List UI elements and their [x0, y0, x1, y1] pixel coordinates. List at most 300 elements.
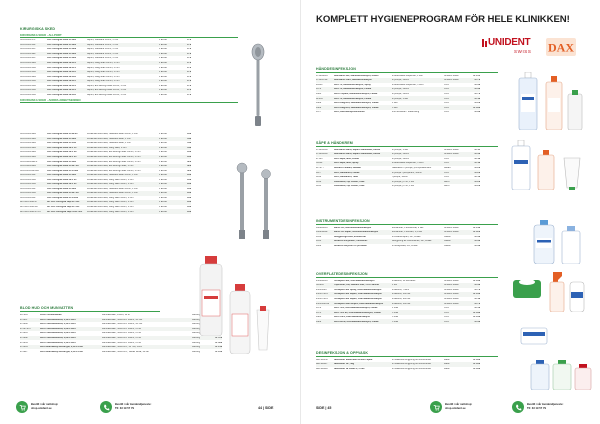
cell-description: Lindemannfrerrfrees, Ext.skurvigt skaft 33mm, 1 mm — [87, 156, 141, 158]
cell-unit: OCC — [444, 171, 450, 174]
cell-article-number: CKLC4C1010SSA — [20, 169, 39, 172]
cell-product-name: DAX 76, Handdesinfeksjon, Spray — [334, 83, 371, 86]
cell-unit: Kartong — [192, 327, 201, 330]
cell-description: til pumpe, pr 50, 1 stk — [392, 185, 414, 188]
cell-article-number: 0477 — [316, 111, 322, 114]
cell-product-name: DAX Mouthwasy Dental gel, 0,12% CHX — [40, 350, 83, 353]
cell-product-name: DAX, Handkrem, Fluide — [334, 171, 360, 174]
cell-unit: OCC — [444, 320, 450, 323]
cell-product-name: DAX 70% us, Overflatedesinfeksjon, Fluide — [334, 311, 381, 314]
cell-product-name: Neodisher SL, 5kg — [334, 363, 355, 366]
cell-article-number: 276941 — [20, 332, 28, 335]
cell-product-name: Desmanol Care, Handdesinfeksjon — [334, 79, 372, 82]
cell-product-name: CKL Kirurgisk sked ALL28 — [47, 75, 76, 78]
cell-article-number: 179664792 — [316, 79, 328, 82]
cell-price: 189 — [187, 187, 191, 190]
cell-unit: 1 Enhet — [159, 210, 167, 213]
surgical-bur-image — [254, 168, 278, 240]
cell-description: konsentrat, 3 stunder, 1,5 liter — [392, 231, 423, 234]
cell-article-number: CKLC1001SSA — [20, 93, 36, 96]
cell-product-name: CKL Kirurgisk sked FPB24 — [47, 174, 77, 177]
cell-unit: OCC — [444, 162, 450, 165]
cell-article-number: CKLC1001SSA — [20, 80, 36, 83]
enzymatic-cleaner-bottle-image — [560, 226, 582, 264]
cell-price: kr 49 — [474, 297, 480, 300]
cell-unit: 1 Enhet — [159, 57, 167, 60]
table-row — [20, 93, 191, 98]
cell-unit: Unident Swiss — [444, 153, 459, 156]
product-table — [316, 358, 480, 372]
table-row — [20, 349, 222, 354]
cell-description: til alkohol, 12 servietter — [392, 279, 416, 282]
cell-product-name: CKL Kirurgisk sked FPB24 — [47, 39, 77, 42]
unident-logo: UNIDENT SWISS — [482, 36, 540, 58]
cell-price: 449 — [187, 142, 191, 145]
cell-article-number: CKLC1001SSA — [20, 66, 36, 69]
cell-unit: Unident Swiss — [444, 302, 459, 305]
cell-price: kr 44 — [474, 148, 480, 151]
cell-article-number: CKLC1001SRA — [20, 75, 36, 78]
cell-unit: Cattier — [444, 240, 451, 243]
cell-article-number: 0409 — [316, 102, 322, 105]
cell-product-name: DAX Propafit, Handdesinfeksjon, Fluide — [334, 92, 378, 95]
cell-description: til ultralydbad, Fin, Fluide — [392, 244, 418, 247]
wipes-canister-image — [568, 280, 586, 312]
cell-article-number: 166856602 — [316, 231, 328, 234]
page-number: SIDE | 45 — [316, 406, 332, 410]
cell-unit: 1 Enhet — [159, 146, 167, 149]
cell-price: kr 69 — [474, 235, 480, 238]
cell-article-number: RRPR2628 — [316, 367, 328, 370]
footer-link[interactable]: shop.unident.se — [31, 407, 52, 410]
cell-unit: 1 Enhet — [159, 75, 167, 78]
cell-description: Munhalsvillen, 500+CPC 500ml, 6 x1lt — [102, 332, 141, 335]
section-title: HÅNDDESINFEKSJON — [316, 67, 356, 71]
cell-description: Munhalsvillen, 250ml, 12 st — [102, 314, 130, 317]
cell-unit: 1 Enhet — [159, 93, 167, 96]
dax-logo — [546, 38, 576, 56]
cell-product-name: DAX, Desinfeksjonservietter — [334, 111, 365, 114]
table-row — [20, 209, 191, 214]
cell-unit: 1 Enhet — [159, 137, 167, 140]
cell-description: til alkohol, 100 stk — [392, 302, 411, 305]
cart-icon — [430, 401, 442, 413]
cell-price: kr 199 — [473, 311, 480, 314]
cell-article-number: 1053 — [316, 240, 322, 243]
hand-disinfection-bottle-image — [516, 72, 540, 130]
cell-description: til pumpe, pr 50, 1 stk — [392, 180, 414, 183]
cell-article-number: CKLC1001SRA — [20, 133, 36, 136]
cell-description: Allport, Ext.skurvigt skaft 33mm, 1 mm — [87, 89, 127, 92]
cell-description: 5 Liter — [392, 316, 399, 319]
cell-unit: 1 Enhet — [159, 52, 167, 55]
cell-unit: OCC — [444, 102, 450, 105]
cell-product-name: Bioactiv Enzymatic, Ultrasonic — [334, 240, 368, 243]
cell-description: Munhalsvillen, 500+CPC 500ml, 12 x1lt — [102, 318, 143, 321]
product-table — [316, 226, 480, 249]
cell-description: til automatisk dispenser, 750ml — [392, 162, 424, 165]
cell-article-number: CKLC1001SRA — [20, 146, 36, 149]
cell-price: kr 39 — [474, 153, 480, 156]
cell-unit: 1 Enhet — [159, 160, 167, 163]
cell-unit: Unident Swiss — [444, 148, 459, 151]
cell-article-number: RRPR2630 — [316, 358, 328, 361]
cell-article-number: 287601 — [20, 314, 28, 317]
cell-price: kr 69 — [474, 88, 480, 91]
cell-description: Lindemannfrerrfrees, Lang skaft 33mm, 1 mm — [87, 210, 134, 213]
cell-description: Lindemannfrerrfrees, Standard skaft 33mm, 1 mm — [87, 192, 138, 195]
cell-article-number: 162895665 — [316, 226, 328, 229]
cell-unit: Kartong — [192, 337, 201, 339]
cell-article-number: 50512 — [316, 162, 323, 165]
cell-price: kr 189 — [473, 358, 480, 361]
cell-description: Lindemannfrerrfrees, Lang skaft 33mm, 1 mm — [87, 196, 134, 199]
cell-product-name: Bioactiv enzymer for protesen — [334, 244, 367, 247]
cell-description: Lindemannfrerrfrees, Standard skaft 33mm, 1 mm — [87, 133, 138, 136]
cell-price: kr 29 — [474, 180, 480, 183]
cell-price: 189 — [187, 178, 191, 181]
cell-price: kr 139 — [473, 279, 480, 282]
divider — [316, 277, 498, 278]
cell-article-number: RPCKLC1001SR — [20, 206, 38, 209]
detergent-can-image — [552, 360, 572, 390]
cell-price: 179 — [187, 93, 191, 96]
cell-unit: 1 Enhet — [159, 201, 167, 204]
cell-description: 5 liter — [392, 106, 398, 109]
cell-product-name: Plus Profilbehandla — [40, 314, 62, 317]
cell-price: 179 — [187, 80, 191, 83]
cell-unit: Unident Swiss — [444, 74, 459, 77]
cell-product-name: Topsstrao, KD, Handen Plat, 1 Fin Serviet — [334, 284, 380, 287]
cell-article-number: CKLC1001SRP — [20, 52, 36, 55]
cell-description: Allport, Standard 33mm, 1 mm — [87, 48, 119, 51]
cell-article-number: c117 — [316, 171, 321, 174]
cell-article-number: CKLC1001SSA — [20, 71, 36, 74]
cell-unit: Miele — [444, 358, 450, 361]
cell-unit: 1 Enhet — [159, 165, 167, 168]
footer-link[interactable]: shop.unident.se — [445, 407, 466, 410]
cell-unit: Unident Swiss — [444, 284, 459, 287]
cell-unit: Unident Swiss — [444, 288, 459, 291]
cell-product-name: DAX Pharmaceutical, 0,06% CHX — [40, 332, 76, 335]
cell-product-name: CKL Kirurgisk sked ALL24 — [47, 62, 76, 64]
cell-description: Lindemannfrerrfrees, Ext.skurvigt skaft 33mm, 1 mm — [87, 169, 141, 172]
cell-article-number: 6012 — [316, 176, 322, 179]
cell-description: Allport, Lang skaft 33mm, 1 mm — [87, 66, 120, 69]
cell-product-name: DAX Allegrofit, Handdesinfeksjon, Fluide — [334, 102, 379, 105]
cell-article-number: 276934 — [20, 341, 28, 344]
cell-article-number: CKLC1001SRA — [20, 137, 36, 140]
cell-product-name: CKL Kirurgisk sked ALL 24 — [47, 156, 77, 158]
dax-logo-text: DAX — [548, 40, 574, 55]
cell-description: Lindemannfrerrfrees, Lang skaft 33mm, 1 mm — [87, 206, 134, 209]
cell-unit: 1 Enhet — [159, 62, 167, 64]
cart-icon — [16, 401, 28, 413]
cell-description: Lindemannfrerrfrees, Standard skaft 33mm, 1 mm — [87, 174, 138, 177]
cell-product-name: CKL Kirurgisk sked FPB10 — [47, 142, 77, 145]
cell-price: 449 — [187, 146, 191, 149]
cell-product-name: CKL Kirurgisk sked ALL24 — [47, 84, 76, 87]
cell-article-number: 0475 — [316, 311, 322, 314]
cell-unit: 1 Enhet — [159, 187, 167, 190]
cell-description: i pumpe, 100ml — [392, 176, 408, 179]
cell-product-name: Unisepta Plus Wipes, Overflatedesinfeksjon — [334, 297, 382, 300]
cell-article-number: 276973PH — [20, 327, 31, 330]
cell-price: kr 79 — [474, 302, 480, 305]
divider — [316, 72, 498, 73]
cell-description: Allport, Standard 33mm, 1 mm — [87, 57, 119, 60]
cell-unit: Unident Swiss — [444, 226, 459, 229]
cell-article-number: CKLC1001SRA — [20, 151, 36, 154]
cell-article-number: 0484 — [316, 316, 322, 319]
cell-article-number: 0464 — [316, 92, 322, 95]
cell-description: til pumpe, 500ml — [392, 79, 409, 82]
cell-product-name: CKL Kirurgisk sked ALL28 — [47, 93, 76, 96]
cell-unit: 1 Enhet — [159, 178, 167, 181]
cell-article-number: 510861 — [316, 284, 324, 287]
cell-unit: 1 Enhet — [159, 169, 167, 172]
cell-product-name: CKL Kirurgisk sked FPB20 — [47, 52, 77, 55]
footer-phone[interactable]: Tlf. 33 19 57 79 — [115, 407, 134, 410]
cell-product-name: CKL Kirurgisk sked FPB34 — [47, 160, 77, 163]
cell-unit: 1 Enhet — [159, 66, 167, 69]
cell-description: Allport, Standard 33mm, 1 mm — [87, 43, 119, 46]
cell-product-name: RP CKL Kirurgisk Sep FLGL 024 — [47, 210, 83, 213]
cell-price: 179 — [187, 39, 191, 42]
cell-price: 189 — [187, 201, 191, 204]
cell-article-number: CKLC1001SRA — [20, 142, 36, 145]
cell-price: 189 — [187, 183, 191, 186]
section-title: INSTRUMENTDESINFEKSJON — [316, 219, 370, 223]
cell-price: kr 29 — [474, 185, 480, 188]
cell-product-name: DAX 76, Handdesinfeksjon, Fluide — [334, 88, 372, 91]
table-row — [316, 110, 480, 115]
cell-unit: Unident Swiss — [444, 279, 459, 282]
cell-price: 189 — [187, 174, 191, 177]
cell-description: til pumpe / pumpkrem, 500ml — [392, 171, 422, 174]
cell-unit: OCC — [444, 83, 450, 86]
cell-description: 1 liter — [392, 102, 398, 105]
cell-article-number: CKLC1001SRA — [20, 62, 36, 64]
cell-price: kr 79 — [474, 288, 480, 291]
cell-product-name: CKL Kirurgisk sked FPB23 — [47, 187, 77, 190]
cell-product-name: RP CKL Kirurgisk Sep RP 024 — [47, 201, 80, 204]
cell-price: kr 59 — [474, 307, 480, 310]
cell-product-name: DAX Ultra, Overflatedesinfeksjon — [334, 316, 370, 319]
cell-price: 179 — [187, 84, 191, 87]
cell-unit: Astro — [444, 180, 450, 183]
cell-description: Allport, Lang skaft 33mm, 1 mm — [87, 75, 120, 78]
cell-product-name: CKL Kirurgisk sked ALL21 — [47, 66, 76, 69]
cell-product-name: DAX Pharmaceutical, 0,06% CHX — [40, 337, 76, 339]
cell-unit: 1 Enhet — [159, 196, 167, 199]
cell-product-name: DAX Pharmaceutical, 0,12% CHX — [40, 318, 76, 321]
cell-description: Allport, Lang skaft 33mm, 1 mm — [87, 80, 120, 83]
page-headline: KOMPLETT HYGIENEPROGRAM FÖR HELE KLINIKKEN! — [316, 14, 570, 25]
subsection-title-allport: KIRURGISKA SKED - ALLPORT — [20, 33, 62, 37]
cell-product-name: Neodisher Hi Clean A, 5 liter — [334, 367, 365, 370]
cell-description: til automatisk dispenser, 750ml — [392, 83, 424, 86]
cell-product-name: Desmanol Hand, Sapefri Handvask, Afluss — [334, 148, 381, 151]
divider — [20, 102, 238, 103]
cell-product-name: CKL Kirurgisk sked FPB29 — [47, 48, 77, 51]
phone-icon — [100, 401, 112, 413]
cell-unit: OCC — [444, 106, 450, 109]
cell-description: til maskinell rengjoring av instrumenter — [392, 367, 432, 370]
cell-product-name: DAX Pharmaceutical, 0,06% CHX — [40, 327, 76, 330]
cell-unit: 1 Enhet — [159, 48, 167, 51]
cell-unit: 1 Enhet — [159, 133, 167, 136]
cell-product-name: CKL Kirurgisk sked ALL25 — [47, 80, 76, 83]
cell-product-name: Unisepta Plus Wipes, Overflatedesinfeksjon — [334, 293, 382, 296]
cell-description: Munhalsvillen, 500+CPC, Tandkr skiva, 12 stk — [102, 350, 149, 353]
instrument-disinfection-canister-image — [532, 220, 556, 264]
cell-product-name: CKL Kirurgisk sked FPB20 — [47, 43, 77, 46]
cell-unit: 1 Enhet — [159, 80, 167, 83]
cell-description: til automatisk dispenser, 1 liter — [392, 74, 423, 77]
surface-spray-bottle-image — [548, 272, 566, 312]
cell-unit: Kartong — [192, 341, 201, 344]
cell-unit: Miele — [444, 363, 450, 366]
cell-article-number: CKLC1001SSA — [20, 84, 36, 87]
cell-product-name: Neodisher MediClean Active Liquid — [334, 358, 373, 361]
cell-unit: Kartong — [192, 350, 201, 353]
cell-article-number: 0489 — [316, 320, 322, 323]
footer-label: Bestill i vår kundendjeneste: — [115, 403, 152, 407]
cell-product-name: DAX Sape, Mild, Spray — [334, 162, 359, 165]
footer-kundeservice[interactable] — [100, 398, 151, 416]
cell-unit: 1 Enhet — [159, 156, 167, 158]
cell-article-number: CKLC1001SPP — [20, 48, 36, 51]
cell-unit: Kartong — [192, 314, 201, 317]
cell-description: til pumpe, 500ml — [392, 92, 409, 95]
cell-article-number: CKLC1001STP — [20, 39, 36, 42]
cell-price: kr 189 — [473, 363, 480, 366]
cell-product-name: CKL Kirurgisk sked ALL24 — [47, 89, 76, 92]
cell-description: Lindemannfrerrfrees, Ext.skurvigt skaft 33mm, 1 mm — [87, 151, 141, 154]
table-row — [316, 184, 480, 189]
divider — [316, 146, 498, 147]
cell-description: 1 stk — [392, 284, 397, 287]
cell-product-name: CKL Kirurgisk sked FLGL SA — [47, 165, 79, 168]
cell-price: kr 139 — [473, 293, 480, 296]
cell-unit: Cattier — [444, 235, 451, 238]
cell-product-name: DAX Allegrofit, Handdesinfeksjon, Fluide — [334, 106, 379, 109]
section-title-blodhud: BLOD HUD OCH MUNVATTEN — [20, 306, 74, 310]
cell-description: til Roteftsfrispen, Fin, Fluide — [392, 235, 421, 238]
cell-product-name: DAX Pharmaceutical, 0,12% CHX — [40, 323, 76, 326]
cell-description: Lindemannfrerrfrees, Standard skaft 33mm, 1 mm — [87, 187, 138, 190]
cell-article-number: 276948 — [20, 323, 28, 326]
footer-phone[interactable]: Tlf. 33 19 57 79 — [527, 407, 546, 410]
cell-product-name: Vaslintene, Lip Cream, Tube — [334, 185, 365, 188]
footer-kundeservice[interactable] — [512, 398, 563, 416]
cell-price: 189 — [187, 133, 191, 136]
cell-article-number: 47105 — [316, 157, 323, 160]
cell-unit: Unident Swiss — [444, 79, 459, 82]
cell-article-number: CKLC1001SPP — [20, 57, 36, 60]
soap-bottle-image — [536, 150, 556, 190]
cell-article-number: CKLC4000SRA — [20, 165, 36, 168]
cell-description: Lindemannfrerrfrees, Ext.skurvigt skaft 33mm, 1 mm — [87, 160, 141, 163]
cell-price: 179 — [187, 75, 191, 78]
cell-price: kr 189 — [473, 367, 480, 370]
cell-unit: Kartong — [192, 323, 201, 326]
cell-unit: 1 Enhet — [159, 89, 167, 92]
surgical-bur-image — [230, 162, 254, 240]
cell-unit: Kartong — [192, 346, 201, 349]
page-number: 44 | SIDE — [258, 406, 274, 410]
cell-product-name: Unisepta Plus, Overflatedesinfeksjon — [334, 279, 375, 282]
detergent-can-image — [530, 360, 550, 390]
cell-unit: Astaro — [444, 166, 451, 169]
cell-unit: OCC — [444, 307, 450, 310]
cell-price: kr 49 — [474, 157, 480, 160]
cell-product-name: DAX Pharmaceutical, 0,12% CHX — [40, 341, 76, 344]
cell-article-number: 276867 — [20, 318, 28, 321]
cell-article-number: RRPR2627 — [316, 363, 328, 366]
cell-unit: OCC — [444, 311, 450, 314]
cell-product-name: CKL Kirurgisk sked FPB 288 — [47, 196, 78, 199]
cell-price: kr 129 — [473, 231, 480, 234]
footer-nettshop[interactable] — [430, 398, 472, 416]
table-row — [316, 319, 480, 324]
cell-article-number: 252P07015 — [316, 293, 328, 296]
wipes-pack-image — [520, 326, 548, 346]
cell-unit: 1 Enhet — [159, 43, 167, 46]
product-table — [316, 74, 480, 115]
cell-description: Lindemannfrerrfrees, Standard skaft, 1 mm — [87, 137, 131, 140]
product-table — [316, 148, 480, 189]
cell-article-number: 276944 — [20, 346, 28, 349]
cell-product-name: Decalco Pelikan, Balsam — [334, 166, 361, 169]
cell-product-name: CKL Kirurgisk sked FPB 388 — [47, 169, 78, 172]
footer-nettshop[interactable] — [16, 398, 58, 416]
subsection-title-andra: KIRURGISKA SKED - ANDRA ARBETSENDEN — [20, 98, 81, 102]
cell-article-number: CKLC1001SSA — [20, 89, 36, 92]
cell-article-number: 0P243 — [316, 97, 323, 100]
cell-description: 5 Liter — [392, 311, 399, 314]
cell-article-number: 0372 — [316, 88, 322, 91]
cell-article-number: RPCKLC1001ST — [20, 201, 38, 204]
cell-price: kr 139 — [215, 350, 222, 353]
cell-article-number: CKLC1001SRA — [20, 156, 36, 158]
cell-description: Allport, Standard 33mm, 1 mm — [87, 39, 119, 42]
cell-unit: OCC — [444, 88, 450, 91]
cell-price: 189 — [187, 151, 191, 154]
cell-price: kr 69 — [474, 83, 480, 86]
cell-article-number: CKLC1001SSA — [20, 178, 36, 181]
cell-description: til pumpe, 1 liter — [392, 97, 409, 100]
cell-product-name: DAX Mouthwasy Dental gel, 0,12% CHX — [40, 346, 83, 349]
dispenser-bottle-image — [566, 90, 584, 130]
section-title: SÅPE & HÅNDKREM — [316, 141, 353, 145]
cell-product-name: DAX Sape, Mild, Fluide — [334, 157, 359, 160]
footer-label: Bestill i vår kundendjeneste: — [527, 403, 564, 407]
cell-price: kr 29 — [474, 171, 480, 174]
cell-product-name: DAX 76, Handdesinfeksjon, Fluide — [334, 97, 372, 100]
product-table-andra — [20, 132, 191, 214]
cell-unit: Unident Swiss — [444, 293, 459, 296]
cell-description: til pumpe, 500ml — [392, 153, 409, 156]
cell-description: Munhalsvillen, 500+CPC 500ml, 6 x1lt — [102, 341, 141, 344]
cell-unit: 1 Enhet — [159, 206, 167, 209]
cell-unit: OCC — [444, 92, 450, 95]
cell-article-number: 6015 — [316, 185, 322, 188]
table-row — [316, 367, 480, 372]
cell-description: til pumpe, 500ml — [392, 157, 409, 160]
cell-price: kr 69 — [474, 284, 480, 287]
